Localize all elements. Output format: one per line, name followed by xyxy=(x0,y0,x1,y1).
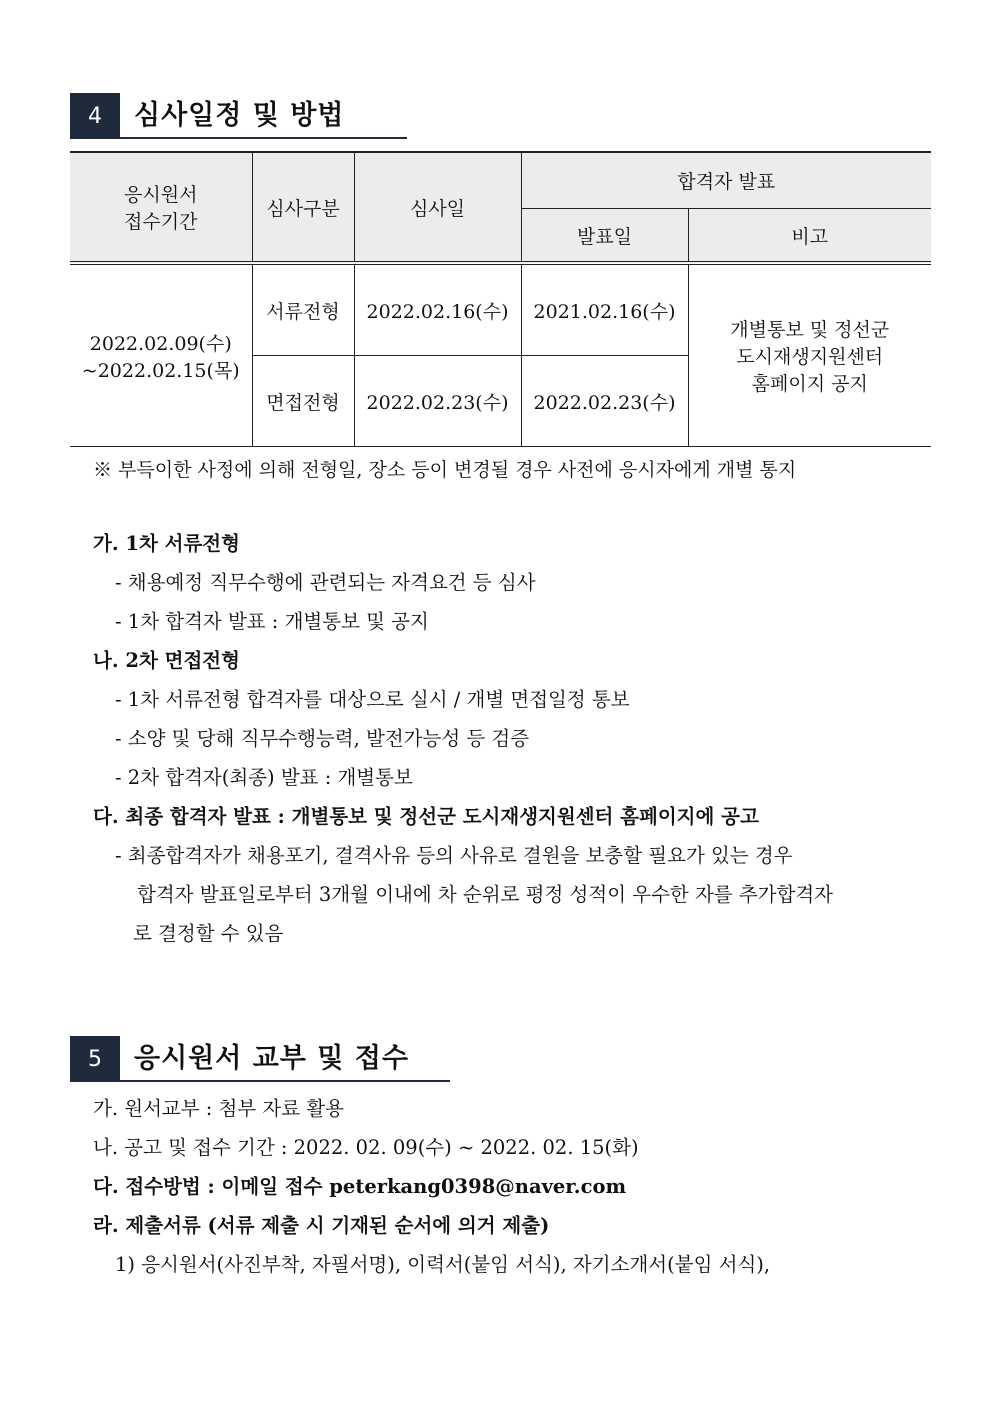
s4-item-6: - 2차 합격자(최종) 발표 : 개별통보 xyxy=(115,766,413,789)
header-type: 심사구분 xyxy=(252,152,354,263)
row1-announce: 2021.02.16(수) xyxy=(521,263,688,356)
s4-item-10: 로 결정할 수 있음 xyxy=(133,922,284,945)
remark-cell xyxy=(688,263,931,447)
header-announce-date: 발표일 xyxy=(521,209,688,264)
s5-item-4: 1) 응시원서(사진부착, 자필서명), 이력서(붙임 서식), 자기소개서(붙임 서식), xyxy=(115,1253,771,1276)
remark-line1: 개별통보 및 정선군 xyxy=(730,319,890,341)
s5-item-1: 나. 공고 및 접수 기간 : 2022. 02. 09(수) ~ 2022. 02. 15(화) xyxy=(93,1136,639,1159)
header-remark: 비고 xyxy=(688,209,931,264)
schedule-table xyxy=(70,151,931,447)
row1-date: 2022.02.16(수) xyxy=(354,263,521,356)
period-cell xyxy=(70,263,252,447)
s4-item-7: 다. 최종 합격자 발표 : 개별통보 및 정선군 도시재생지원센터 홈페이지에 공고 xyxy=(93,805,759,828)
section-5-header xyxy=(70,1036,450,1082)
row2-date: 2022.02.23(수) xyxy=(354,356,521,447)
remark-line3: 홈페이지 공지 xyxy=(751,373,868,395)
s4-item-5: - 소양 및 당해 직무수행능력, 발전가능성 등 검증 xyxy=(115,727,530,750)
header-period-line1: 응시원서 xyxy=(124,184,198,206)
s4-item-3: 나. 2차 면접전형 xyxy=(93,649,240,672)
section-4-header xyxy=(70,93,407,139)
section-5-number: 5 xyxy=(70,1036,120,1082)
s4-item-9: 합격자 발표일로부터 3개월 이내에 차 순위로 평정 성적이 우수한 자를 추가합격자 xyxy=(137,883,834,906)
row1-type: 서류전형 xyxy=(252,263,354,356)
header-announce: 합격자 발표 xyxy=(521,152,931,209)
s4-item-1: - 채용예정 직무수행에 관련되는 자격요건 등 심사 xyxy=(115,571,536,594)
schedule-note: ※ 부득이한 사정에 의해 전형일, 장소 등이 변경될 경우 사전에 응시자에게 개별 통지 xyxy=(93,459,797,481)
header-period xyxy=(70,152,252,263)
s5-item-2: 다. 접수방법 : 이메일 접수 peterkang0398@naver.com xyxy=(93,1175,627,1198)
row2-announce: 2022.02.23(수) xyxy=(521,356,688,447)
header-date: 심사일 xyxy=(354,152,521,263)
s4-item-8: - 최종합격자가 채용포기, 결격사유 등의 사유로 결원을 보충할 필요가 있는 경우 xyxy=(115,844,793,867)
period-start: 2022.02.09(수) xyxy=(89,332,232,355)
section-4-title: 심사일정 및 방법 xyxy=(120,93,407,139)
s4-item-0: 가. 1차 서류전형 xyxy=(93,532,240,555)
s4-item-4: - 1차 서류전형 합격자를 대상으로 실시 / 개별 면접일정 통보 xyxy=(115,688,630,711)
section-5-title: 응시원서 교부 및 접수 xyxy=(120,1036,450,1082)
remark-line2: 도시재생지원센터 xyxy=(736,346,884,368)
s5-item-3: 라. 제출서류 (서류 제출 시 기재된 순서에 의거 제출) xyxy=(93,1214,550,1237)
s5-item-0: 가. 원서교부 : 첨부 자료 활용 xyxy=(93,1097,344,1120)
s4-item-2: - 1차 합격자 발표 : 개별통보 및 공지 xyxy=(115,610,429,633)
period-end: ~2022.02.15(목) xyxy=(81,359,240,382)
row2-type: 면접전형 xyxy=(252,356,354,447)
section-4-number: 4 xyxy=(70,93,120,139)
header-period-line2: 접수기간 xyxy=(124,211,198,233)
